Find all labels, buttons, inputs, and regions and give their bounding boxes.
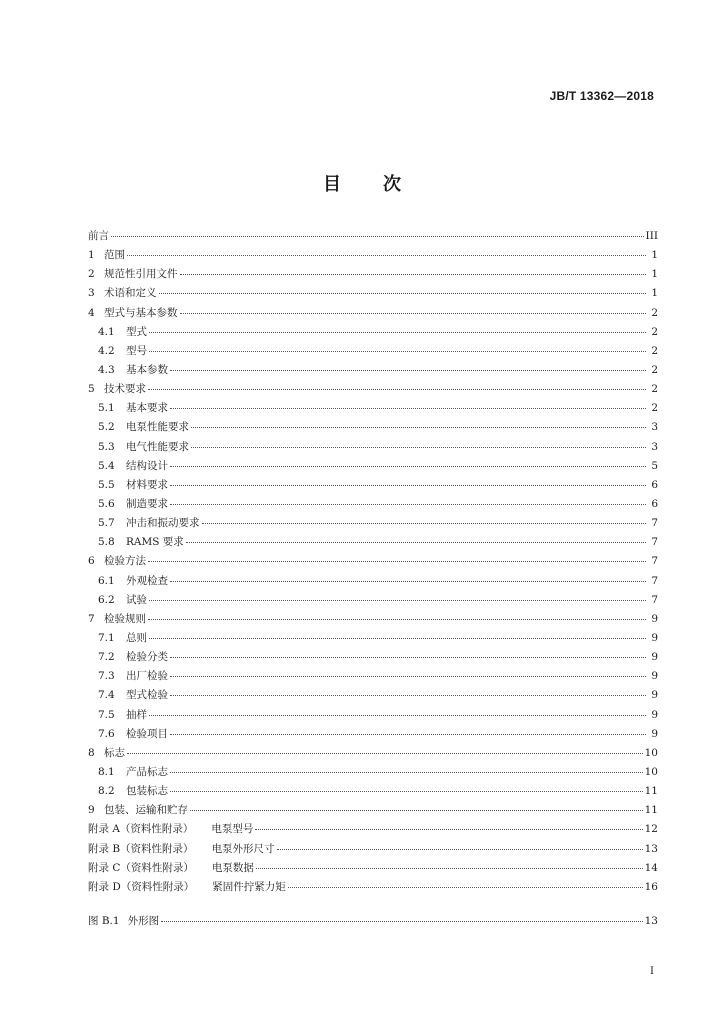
toc-entry[interactable] xyxy=(88,361,658,380)
toc-leader-dots xyxy=(180,273,647,275)
toc-entry-page: 3 xyxy=(651,421,658,434)
toc-entry-title: 术语和定义 xyxy=(104,287,157,300)
toc-entry-title: 电泵性能要求 xyxy=(126,421,189,434)
toc-entry[interactable] xyxy=(88,591,658,610)
toc-entry[interactable] xyxy=(88,763,658,782)
toc-entry-page: 7 xyxy=(651,574,658,587)
toc-entry[interactable] xyxy=(88,725,658,744)
toc-entry-number: 5.4 xyxy=(98,459,115,472)
toc-leader-dots xyxy=(191,426,646,428)
toc-leader-dots xyxy=(190,809,643,811)
toc-leader-dots xyxy=(256,867,643,869)
toc-leader-dots xyxy=(186,541,646,543)
toc-entry-page: 7 xyxy=(651,536,658,549)
toc-entry-prefix: 附录 D（资料性附录） xyxy=(88,880,195,893)
toc-entry-page: 2 xyxy=(651,363,658,376)
toc-entry-title: 检验分类 xyxy=(126,651,168,664)
toc-entry-title: 抽样 xyxy=(126,708,147,721)
toc-entry-title: 包装标志 xyxy=(126,785,168,798)
figure-entry-title: 外形图 xyxy=(127,915,160,927)
toc-leader-dots xyxy=(170,733,646,735)
toc-entry-page: 6 xyxy=(651,478,658,491)
toc-entry-number: 2 xyxy=(88,268,95,281)
toc-leader-dots xyxy=(149,331,646,333)
toc-entry-title: 总则 xyxy=(126,631,147,644)
toc-entry-title: 结构设计 xyxy=(126,459,168,472)
toc-entry-page: 12 xyxy=(644,823,658,836)
toc-entry-page: 1 xyxy=(651,287,658,300)
toc-entry-number: 5.6 xyxy=(98,497,115,510)
toc-entry[interactable] xyxy=(88,380,658,399)
toc-leader-dots xyxy=(170,675,646,677)
toc-leader-dots xyxy=(277,848,643,850)
toc-entry-title: 基本参数 xyxy=(126,363,168,376)
toc-entry[interactable] xyxy=(88,629,658,648)
toc-entry-prefix: 附录 C（资料性附录） xyxy=(88,861,194,874)
toc-entry-page: 11 xyxy=(644,804,658,817)
toc-entry-page: 9 xyxy=(651,689,658,702)
toc-entry-number: 7.1 xyxy=(98,631,115,644)
toc-leader-dots xyxy=(170,369,646,371)
toc-entry-title: 技术要求 xyxy=(104,383,146,396)
toc-entry[interactable] xyxy=(88,686,658,705)
toc-leader-dots xyxy=(148,560,646,562)
toc-entry[interactable] xyxy=(88,782,658,801)
toc-entry[interactable] xyxy=(88,610,658,629)
toc-entry-title: 型号 xyxy=(126,344,147,357)
toc-entry-title: 型式 xyxy=(126,325,147,338)
toc-entry-page: III xyxy=(645,230,658,242)
toc-entry-prefix: 附录 A（资料性附录） xyxy=(88,823,194,836)
toc-entry-page: 9 xyxy=(651,631,658,644)
toc-leader-dots xyxy=(202,522,647,524)
toc-entry[interactable] xyxy=(88,859,658,878)
figure-entry[interactable] xyxy=(88,912,658,931)
toc-entry[interactable] xyxy=(88,457,658,476)
toc-entry-number: 8.1 xyxy=(98,765,115,778)
figure-list xyxy=(88,912,658,931)
toc-entry-number: 7.3 xyxy=(98,670,115,683)
toc-entry-title: 电泵数据 xyxy=(211,861,254,874)
toc-entry-number: 8.2 xyxy=(98,785,115,798)
toc-entry-page: 9 xyxy=(651,612,658,625)
toc-leader-dots xyxy=(149,350,646,352)
toc-entry-number: 5.2 xyxy=(98,421,115,434)
toc-entry-page: 9 xyxy=(651,670,658,683)
toc-leader-dots xyxy=(170,503,646,505)
toc-leader-dots xyxy=(170,771,643,773)
toc-entry-title: 冲击和振动要求 xyxy=(126,517,200,530)
toc-entry-title: 检验项目 xyxy=(126,727,168,740)
toc-entry[interactable] xyxy=(88,648,658,667)
toc-entry[interactable] xyxy=(88,323,658,342)
toc-entry-title: 范围 xyxy=(104,249,125,262)
toc-entry-page: 14 xyxy=(644,861,658,874)
page-number: I xyxy=(650,966,654,977)
toc-leader-dots xyxy=(127,254,646,256)
standard-code: JB/T 13362—2018 xyxy=(549,89,654,103)
toc-leader-dots xyxy=(170,694,646,696)
toc-entry-title: 电气性能要求 xyxy=(126,440,189,453)
toc-entry-page: 2 xyxy=(651,325,658,338)
toc-leader-dots xyxy=(127,752,643,754)
toc-entry-title: 出厂检验 xyxy=(126,670,168,683)
toc-leader-dots xyxy=(149,714,646,716)
toc-entry-title: 检验方法 xyxy=(104,555,146,568)
toc-entry-number: 5.1 xyxy=(98,402,115,415)
toc-entry[interactable] xyxy=(88,706,658,725)
toc-entry[interactable] xyxy=(88,495,658,514)
toc-entry[interactable] xyxy=(88,418,658,437)
toc-leader-dots xyxy=(149,637,646,639)
toc-leader-dots xyxy=(148,388,646,390)
toc-leader-dots xyxy=(148,618,646,620)
toc-entry-page: 2 xyxy=(651,402,658,415)
toc-entry-title: 前言 xyxy=(88,230,109,242)
toc-entry-page: 2 xyxy=(651,383,658,396)
toc-entry[interactable] xyxy=(88,552,658,571)
toc-entry-title: 制造要求 xyxy=(126,497,168,510)
toc-entry-title: 电泵外形尺寸 xyxy=(211,842,275,855)
toc-entry[interactable] xyxy=(88,878,658,897)
toc-entry-number: 9 xyxy=(88,804,95,817)
toc-entry-page: 1 xyxy=(651,249,658,262)
toc-entry-page: 13 xyxy=(644,842,658,855)
toc-entry[interactable] xyxy=(88,304,658,323)
toc-entry-number: 7.4 xyxy=(98,689,115,702)
toc-entry[interactable] xyxy=(88,801,658,820)
toc-entry-number: 1 xyxy=(88,249,95,262)
toc-entry[interactable] xyxy=(88,399,658,418)
toc-entry[interactable] xyxy=(88,246,658,265)
figure-entry-prefix: 图 B.1 xyxy=(88,915,120,927)
toc-entry-number: 7 xyxy=(88,612,95,625)
toc-entry-title: 电泵型号 xyxy=(211,823,254,836)
toc-entry[interactable] xyxy=(88,342,658,361)
toc-entry-title: 型式与基本参数 xyxy=(104,306,178,319)
toc-entry-number: 6 xyxy=(88,555,95,568)
toc-leader-dots xyxy=(191,446,646,448)
toc-entry-number: 4.3 xyxy=(98,363,115,376)
toc-entry-prefix: 附录 B（资料性附录） xyxy=(88,842,194,855)
toc-entry-page: 3 xyxy=(651,440,658,453)
toc-entry-number: 5.5 xyxy=(98,478,115,491)
toc-entry-title: 型式检验 xyxy=(126,689,168,702)
toc-entry-number: 6.1 xyxy=(98,574,115,587)
toc-leader-dots xyxy=(170,465,646,467)
toc-leader-dots xyxy=(170,790,643,792)
toc-leader-dots xyxy=(170,484,646,486)
toc-leader-dots xyxy=(180,312,647,314)
toc-entry-title: 规范性引用文件 xyxy=(104,268,178,281)
toc-entry-page: 9 xyxy=(651,651,658,664)
toc-leader-dots xyxy=(161,920,643,922)
toc-entry-page: 2 xyxy=(651,344,658,357)
toc-leader-dots xyxy=(255,828,642,830)
toc-entry-page: 9 xyxy=(651,708,658,721)
toc-entry-number: 3 xyxy=(88,287,95,300)
toc-entry-page: 10 xyxy=(644,765,658,778)
toc-entry-page: 9 xyxy=(651,727,658,740)
toc-leader-dots xyxy=(170,407,646,409)
toc-entry-number: 6.2 xyxy=(98,593,115,606)
toc-entry-page: 7 xyxy=(651,555,658,568)
title-char-2: 次 xyxy=(383,174,401,195)
toc-entry-title: 外观检查 xyxy=(126,574,168,587)
toc-entry-title: 检验规则 xyxy=(104,612,146,625)
toc-entry[interactable] xyxy=(88,840,658,859)
toc-entry-title: 包装、运输和贮存 xyxy=(104,804,188,817)
toc-entry[interactable] xyxy=(88,820,658,839)
toc-entry-number: 5.7 xyxy=(98,517,115,530)
toc-entry-title: 产品标志 xyxy=(126,765,168,778)
toc-entry-number: 5.3 xyxy=(98,440,115,453)
toc-entry-title: 基本要求 xyxy=(126,402,168,415)
toc-entry[interactable] xyxy=(88,533,658,552)
toc-entry[interactable] xyxy=(88,744,658,763)
toc-entry-title: 紧固件拧紧力矩 xyxy=(212,880,286,893)
toc-entry[interactable] xyxy=(88,514,658,533)
toc-entry-page: 6 xyxy=(651,497,658,510)
toc-entry-number: 5 xyxy=(88,383,95,396)
toc-leader-dots xyxy=(170,656,646,658)
toc-entry-title: 标志 xyxy=(104,746,125,759)
toc-leader-dots xyxy=(159,292,647,294)
toc-entry[interactable] xyxy=(88,227,658,246)
toc-entry-page: 1 xyxy=(651,268,658,281)
toc-leader-dots xyxy=(111,235,644,237)
toc-entry-page: 7 xyxy=(651,593,658,606)
toc-entry[interactable] xyxy=(88,476,658,495)
toc-entry[interactable] xyxy=(88,667,658,686)
toc-entry-title: 材料要求 xyxy=(126,478,168,491)
figure-entry-page: 13 xyxy=(644,915,658,927)
toc-entry[interactable] xyxy=(88,284,658,303)
toc-leader-dots xyxy=(149,599,646,601)
toc-entry-page: 7 xyxy=(651,517,658,530)
toc-entry-page: 11 xyxy=(644,785,658,798)
toc-leader-dots xyxy=(288,886,643,888)
title-char-1: 目 xyxy=(323,174,341,195)
page-title xyxy=(0,170,724,196)
toc-entry-title: 试验 xyxy=(126,593,147,606)
toc-entry-number: 7.6 xyxy=(98,727,115,740)
toc-leader-dots xyxy=(170,580,646,582)
toc-entry-number: 5.8 xyxy=(98,536,115,549)
toc-entry-page: 16 xyxy=(644,880,658,893)
toc-entry[interactable] xyxy=(88,265,658,284)
toc-entry-number: 7.2 xyxy=(98,651,115,664)
toc-entry-page: 5 xyxy=(651,459,658,472)
toc-entry-number: 7.5 xyxy=(98,708,115,721)
toc-entry-number: 4.2 xyxy=(98,344,115,357)
table-of-contents xyxy=(88,227,658,897)
toc-entry-number: 4 xyxy=(88,306,95,319)
toc-entry[interactable] xyxy=(88,438,658,457)
toc-entry-number: 8 xyxy=(88,746,95,759)
toc-entry-title: RAMS 要求 xyxy=(126,536,184,549)
toc-entry-number: 4.1 xyxy=(98,325,115,338)
toc-entry[interactable] xyxy=(88,572,658,591)
toc-entry-page: 10 xyxy=(644,746,658,759)
toc-entry-page: 2 xyxy=(651,306,658,319)
